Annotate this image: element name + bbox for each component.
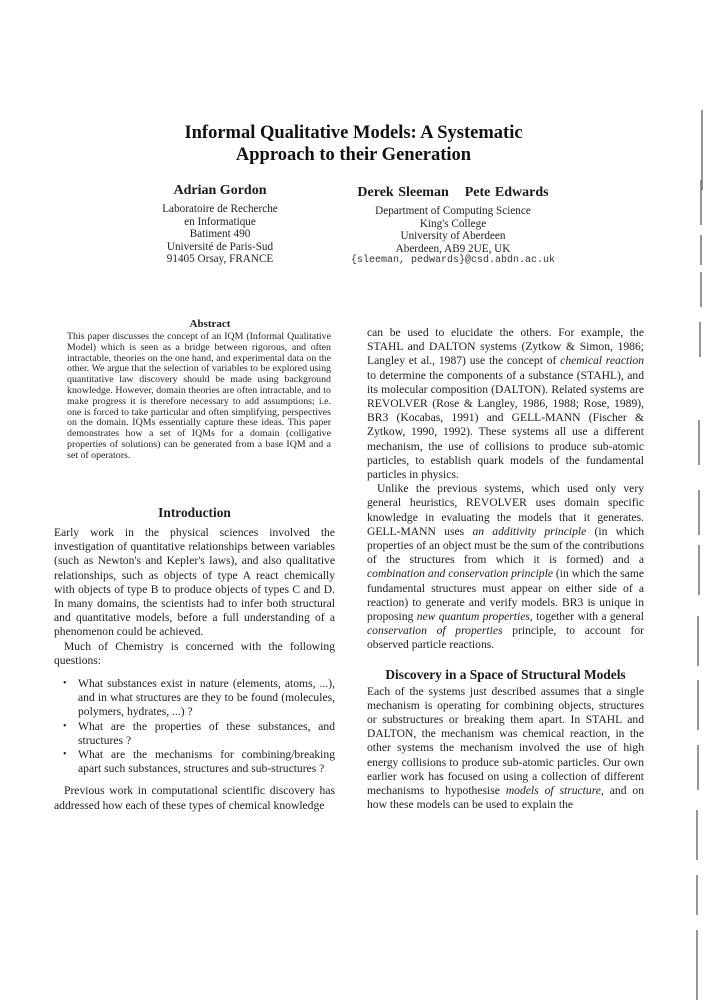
author-block-right (332, 184, 574, 268)
affiliation-line: Université de Paris-Sud (166, 240, 274, 253)
scan-artifact (696, 810, 698, 860)
title-line-2: Approach to their Generation (235, 145, 472, 165)
scan-artifact (701, 110, 703, 150)
body-paragraph (367, 685, 644, 813)
title-line-1: Informal Qualitative Models: A Systematic (184, 123, 523, 143)
scan-artifact (700, 235, 702, 265)
section-heading-introduction: Introduction (158, 505, 231, 520)
section-heading-discovery: Discovery in a Space of Structural Models (385, 666, 626, 682)
affiliation-line: King's College (419, 217, 487, 230)
emphasis: new quantum properties (416, 610, 530, 624)
author-names (332, 184, 574, 202)
abstract (67, 318, 331, 462)
affiliation-line: 91405 Orsay, FRANCE (166, 253, 274, 266)
questions-list (54, 677, 335, 776)
intro-paragraph: Previous work in computational scientific discovery has addressed how each of these types of chemical knowledge (54, 784, 335, 812)
text-run: principle, to account for observed particle reactions. (367, 624, 644, 652)
scan-artifact (697, 745, 699, 790)
author-name: Adrian Gordon (173, 183, 267, 198)
author-block-left (132, 182, 308, 266)
affiliation-line: Department of Computing Science (375, 205, 531, 217)
affiliation-line: en Informatique (184, 215, 256, 228)
scan-artifact (696, 875, 698, 915)
emphasis: conservation of properties (367, 624, 503, 638)
paper-title (0, 122, 707, 166)
text-run: Unlike the previous systems, which used only very general heuristics, REVOLVER uses domain specific knowledge in evaluating the models that it generates. GELL-MANN uses (367, 482, 644, 538)
intro-paragraph: Early work in the physical sciences involved the investigation of quantitative relationships between variables (such as Newton's and Kepler's laws), and also qualitative relationships, such as objects of type A react chemically with objects of type B to produce objects of types C and D. In many domains, the scientists had to infer both structural and quantitative models, before a full understanding of a phenomenon could be achieved. (54, 526, 335, 639)
emphasis: combination and conservation principle (367, 567, 553, 581)
emphasis: chemical reaction (560, 354, 645, 368)
affiliation-line: Batiment 490 (189, 228, 251, 241)
author-name: Derek Sleeman (357, 185, 449, 200)
scan-artifact (697, 616, 699, 666)
emphasis: an additivity principle (472, 524, 587, 538)
right-column (367, 326, 644, 813)
scan-artifact (698, 420, 700, 465)
affiliation-line: Aberdeen, AB9 2UE, UK (395, 242, 511, 255)
scan-artifact (697, 680, 699, 730)
scan-artifact (696, 930, 698, 970)
author-name: Pete Edwards (464, 185, 549, 200)
intro-paragraph: Much of Chemistry is concerned with the following questions: (54, 639, 335, 667)
scan-artifact (700, 272, 702, 307)
left-column (54, 505, 335, 813)
text-run: , together with a general (529, 610, 644, 624)
text-run: , and on how these models can be used to explain the (367, 784, 644, 812)
text-run: (in which properties of an object must be the sum of the contributions of the structures from which it is formed) and a (367, 524, 644, 567)
list-item: • What are the mechanisms for combining/breaking apart such substances, structures and sub-structures ? (78, 748, 335, 776)
list-item: • What substances exist in nature (elements, atoms, ...), and in what structures are they to be found (molecules, polymers, hydrates, ...) ? (78, 677, 335, 720)
text-run: Each of the systems just described assumes that a single mechanism is operating for combining objects, structures or substructures or breaking them apart. In STAHL and DALTON, the mechanism was chemical reaction, in the other systems the mechanism involved the use of high energy collisions to produce sub-atomic particles. Our own earlier work has focused on using a collection of different mechanisms to hypothesise (367, 684, 644, 798)
emphasis: models of structure (505, 784, 601, 798)
affiliation-line: Laboratoire de Recherche (162, 203, 278, 215)
affiliation-line: University of Aberdeen (400, 230, 506, 243)
author-email: {sleeman, pedwards}@csd.abdn.ac.uk (350, 255, 556, 267)
text-run: to determine the components of a substance (STAHL), and its molecular composition (DALTON). Related systems are REVOLVER (Rose & Langley, 1986, 1988; Rose, 1989), BR3 (Kocabas, 1991) and GELL-MANN (Fischer & Zytkow, 1990, 1992). These systems all use a different mechanism, the use of collisions to produce sub-atomic particles, to establish quark models of the fundamental particles in physics. (367, 368, 644, 482)
body-paragraph (367, 326, 644, 482)
abstract-heading: Abstract (189, 318, 231, 330)
scan-artifact (698, 490, 700, 535)
scan-artifact (700, 180, 702, 225)
scan-artifact (699, 322, 701, 357)
text-run: (in which the same fundamental structures must appear on either side of a reaction) to generate and verify models. BR3 is unique in proposing (367, 567, 644, 624)
abstract-text: This paper discusses the concept of an IQM (Informal Qualitative Model) which is seen as a bridge between rigorous, and often intractable, theories on the one hand, and experimental data on the other. We argue that the selection of variables to be explored using quantitative law discovery should be made using background knowledge. However, domain theories are often intractable, and to make progress it is therefore necessary to add assumptions; i.e. one is forced to take particular and often simplifying, perspectives on the domain. IQMs essentially capture these ideas. This paper demonstrates how a set of IQMs for a domain (colligative properties of solutions) can be generated from a base IQM and a set of operators. (67, 331, 331, 461)
body-paragraph (367, 482, 644, 652)
scan-artifact (696, 970, 698, 1000)
scan-artifact (698, 545, 700, 595)
list-item: • What are the properties of these substances, and structures ? (78, 720, 335, 748)
text-run: can be used to elucidate the others. For example, the STAHL and DALTON systems (Zytkow & Simon, 1986; Langley et al., 1987) use the concept of (367, 326, 644, 368)
